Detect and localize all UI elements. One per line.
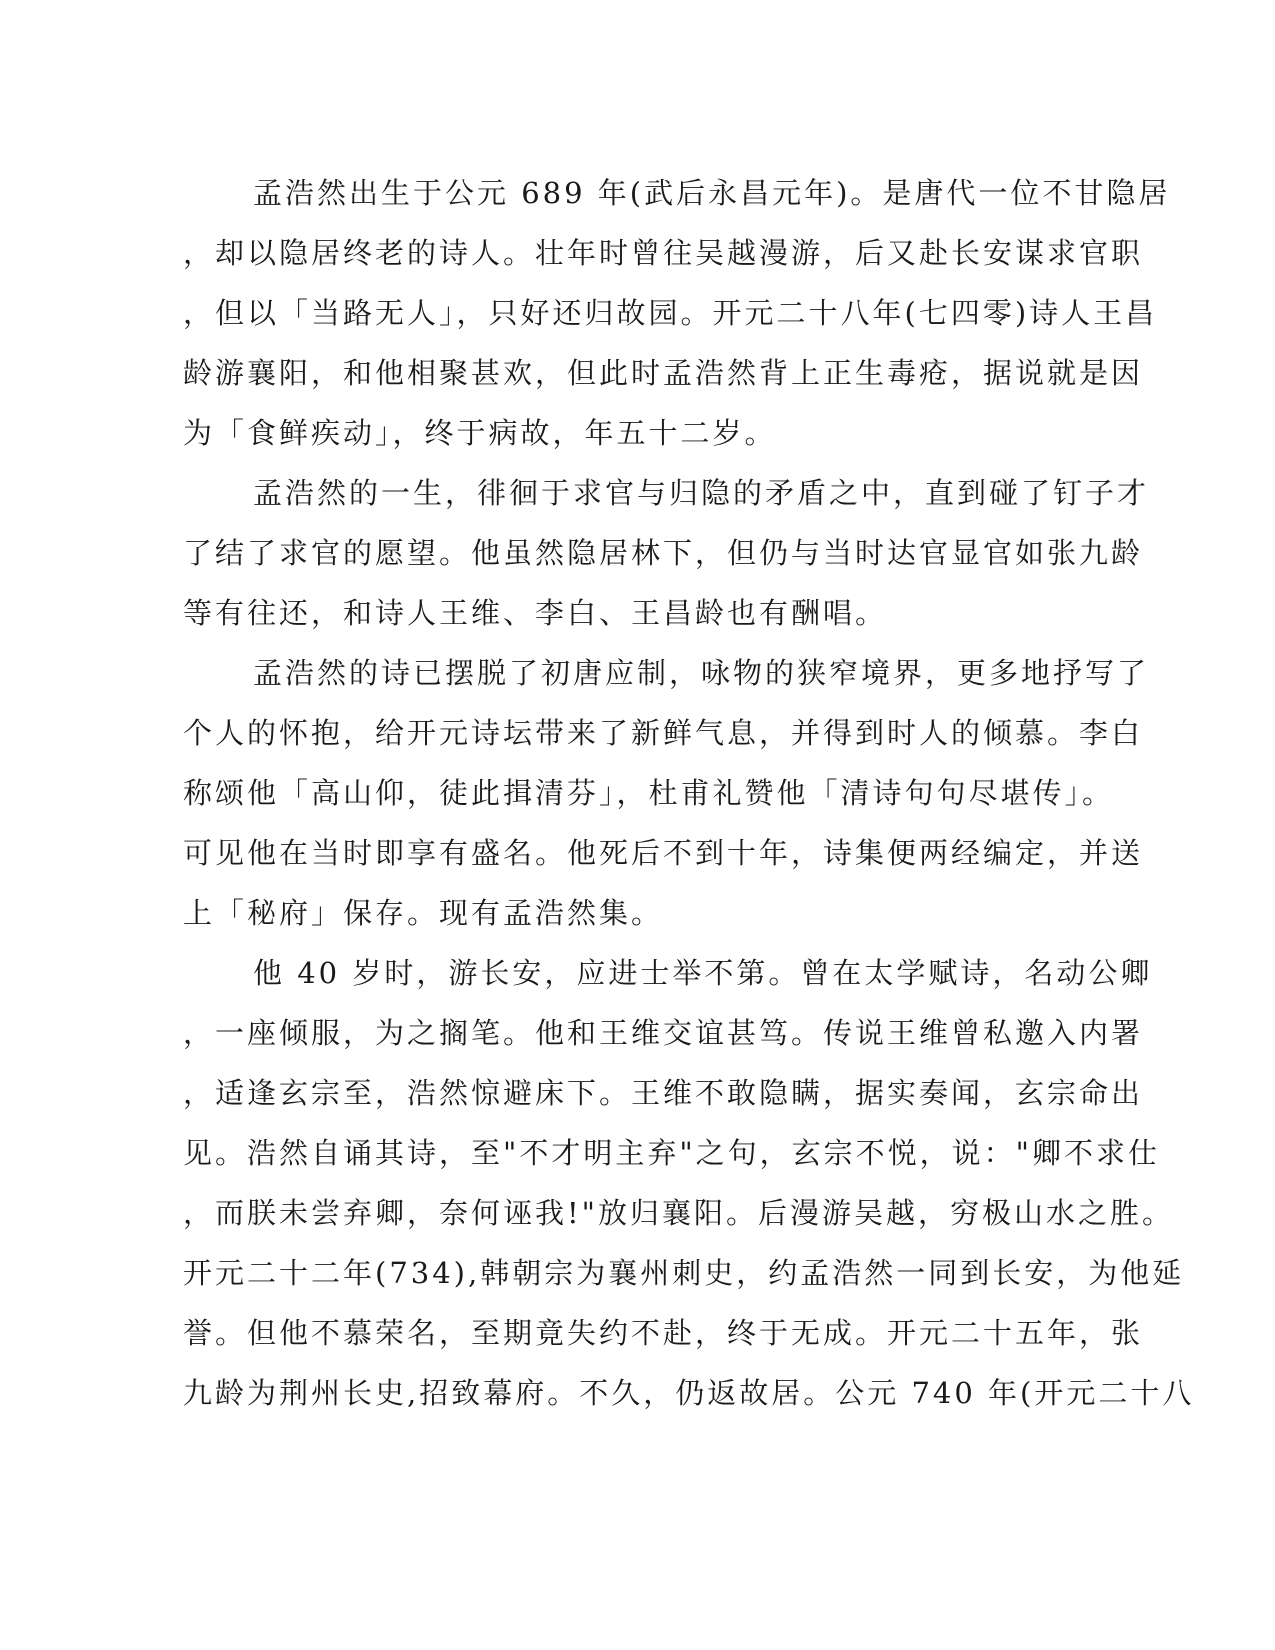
body-text (183, 163, 1195, 1423)
paragraph-1-line-2: ，却以隐居终老的诗人。壮年时曾往吴越漫游，后又赴长安谋求官职 (183, 236, 1144, 270)
paragraph-4-line-7: 誉。但他不慕荣名，至期竟失约不赴，终于无成。开元二十五年，张 (183, 1316, 1144, 1350)
paragraph-4-line-8: 九龄为荆州长史,招致幕府。不久，仍返故居。公元 740 年(开元二十八 (183, 1376, 1195, 1410)
paragraph-3-line-4: 可见他在当时即享有盛名。他死后不到十年，诗集便两经编定，并送 (183, 836, 1144, 870)
paragraph-2-line-1: 孟浩然的一生，徘徊于求官与归隐的矛盾之中，直到碰了钉子才 (253, 476, 1150, 510)
paragraph-3-line-5: 上「秘府」保存。现有孟浩然集。 (183, 896, 664, 930)
paragraph-1-line-1: 孟浩然出生于公元 689 年(武后永昌元年)。是唐代一位不甘隐居 (253, 176, 1171, 210)
paragraph-3-line-3: 称颂他「高山仰，徒此揖清芬」，杜甫礼赞他「清诗句句尽堪传」。 (183, 776, 1115, 810)
paragraph-1-line-3: ，但以「当路无人」，只好还归故园。开元二十八年(七四零)诗人王昌 (183, 296, 1158, 330)
paragraph-4-line-4: 见。浩然自诵其诗，至"不才明主弃"之句，玄宗不悦，说："卿不求仕 (183, 1136, 1161, 1170)
paragraph-4-line-3: ，适逢玄宗至，浩然惊避床下。王维不敢隐瞒，据实奏闻，玄宗命出 (183, 1076, 1144, 1110)
paragraph-1-line-4: 龄游襄阳，和他相聚甚欢，但此时孟浩然背上正生毒疮，据说就是因 (183, 356, 1144, 390)
paragraph-4-line-2: ，一座倾服，为之搁笔。他和王维交谊甚笃。传说王维曾私邀入内署 (183, 1016, 1144, 1050)
paragraph-1-line-5: 为「食鲜疾动」，终于病故，年五十二岁。 (183, 416, 777, 450)
paragraph-4-line-1: 他 40 岁时，游长安，应进士举不第。曾在太学赋诗，名动公卿 (253, 956, 1153, 990)
paragraph-3-line-2: 个人的怀抱，给开元诗坛带来了新鲜气息，并得到时人的倾慕。李白 (183, 716, 1144, 750)
paragraph-2-line-3: 等有往还，和诗人王维、李白、王昌龄也有酬唱。 (183, 596, 888, 630)
paragraph-2-line-2: 了结了求官的愿望。他虽然隐居林下，但仍与当时达官显官如张九龄 (183, 536, 1144, 570)
paragraph-4-line-6: 开元二十二年(734),韩朝宗为襄州刺史，约孟浩然一同到长安，为他延 (183, 1256, 1185, 1290)
paragraph-3-line-1: 孟浩然的诗已摆脱了初唐应制，咏物的狭窄境界，更多地抒写了 (253, 656, 1150, 690)
paragraph-4-line-5: ，而朕未尝弃卿，奈何诬我!"放归襄阳。后漫游吴越，穷极山水之胜。 (183, 1196, 1174, 1230)
